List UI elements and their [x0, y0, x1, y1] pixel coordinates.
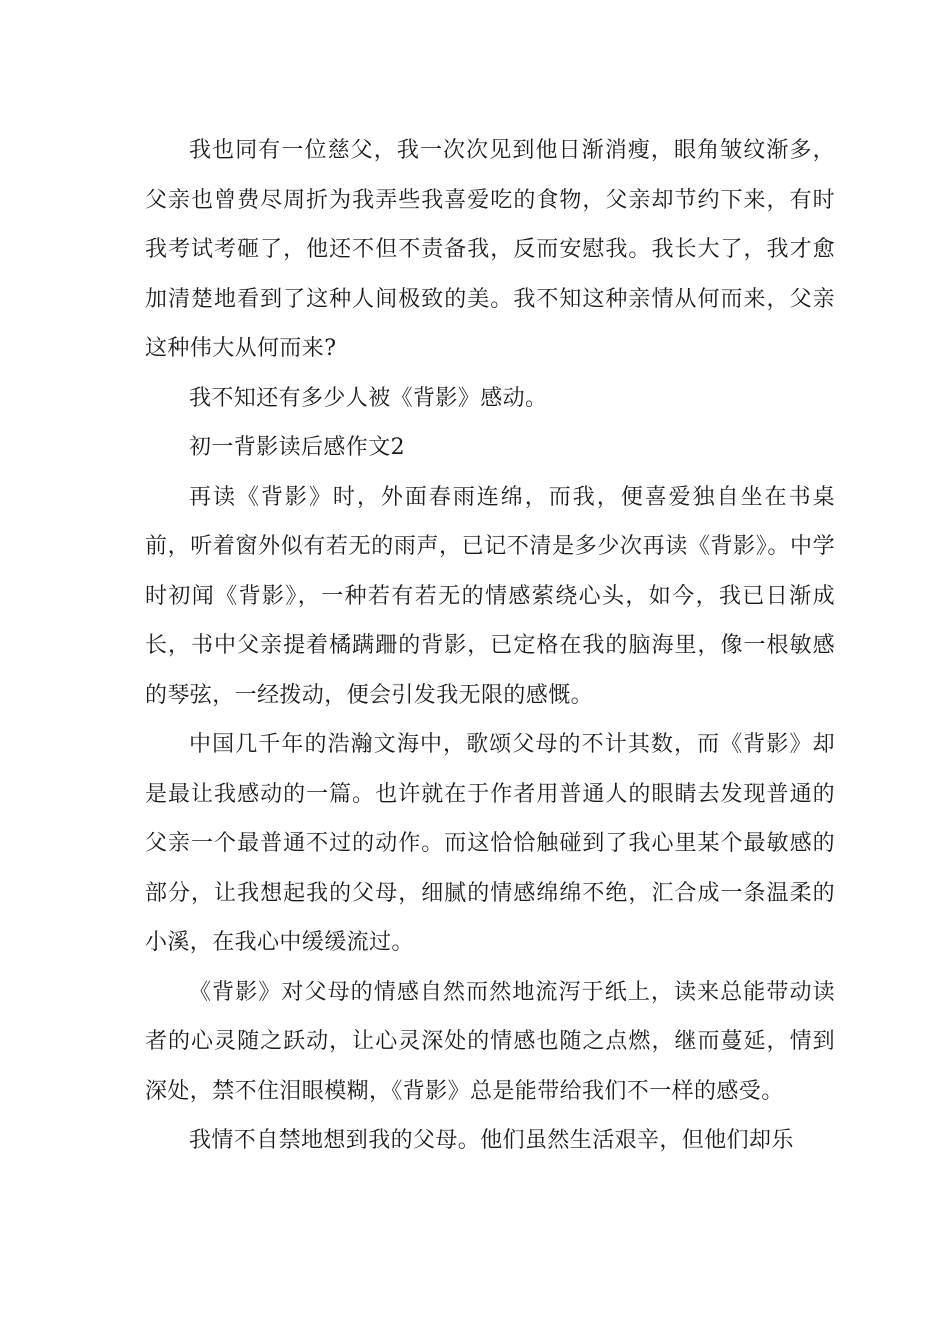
section-heading: 初一背影读后感作文2 — [189, 435, 405, 460]
paragraph-literature: 中国几千年的浩瀚文海中，歌颂父母的不计其数，而《背影》却是最让我感动的一篇。也许就在于作者用普通人的眼睛去发现普通的父亲一个最普通不过的动作。而这恰恰触碰到了我心里某个最敏感的部分，让我想起我的父母，细腻的情感绵绵不绝，汇合成一条温柔的小溪，在我心中缓缓流过。 — [145, 732, 835, 955]
paragraph-father-memory: 我也同有一位慈父，我一次次见到他日渐消瘦，眼角皱纹渐多，父亲也曾费尽周折为我弄些我喜爱吃的食物，父亲却节约下来，有时我考试考砸了，他还不但不责备我，反而安慰我。我长大了，我才愈加清楚地看到了这种人间极致的美。我不知这种亲情从何而来，父亲这种伟大从何而来? — [145, 138, 835, 361]
paragraph-reread: 再读《背影》时，外面春雨连绵，而我，便喜爱独自坐在书桌前，听着窗外似有若无的雨声，已记不清是多少次再读《背影》。中学时初闻《背影》，一种若有若无的情感萦绕心头，如今，我已日渐成长，书中父亲提着橘蹒跚的背影，已定格在我的脑海里，像一根敏感的琴弦，一经拨动，便会引发我无限的感慨。 — [145, 484, 835, 708]
paragraph-parents: 我情不自禁地想到我的父母。他们虽然生活艰辛，但他们却乐 — [189, 1128, 794, 1153]
paragraph-moved: 我不知还有多少人被《背影》感动。 — [189, 385, 548, 411]
document-body — [145, 126, 835, 1166]
paragraph-emotion: 《背影》对父母的情感自然而然地流泻于纸上，读来总能带动读者的心灵随之跃动，让心灵深处的情感也随之点燃，继而蔓延，情到深处，禁不住泪眼模糊，《背影》总是能带给我们不一样的感受。 — [145, 979, 835, 1104]
